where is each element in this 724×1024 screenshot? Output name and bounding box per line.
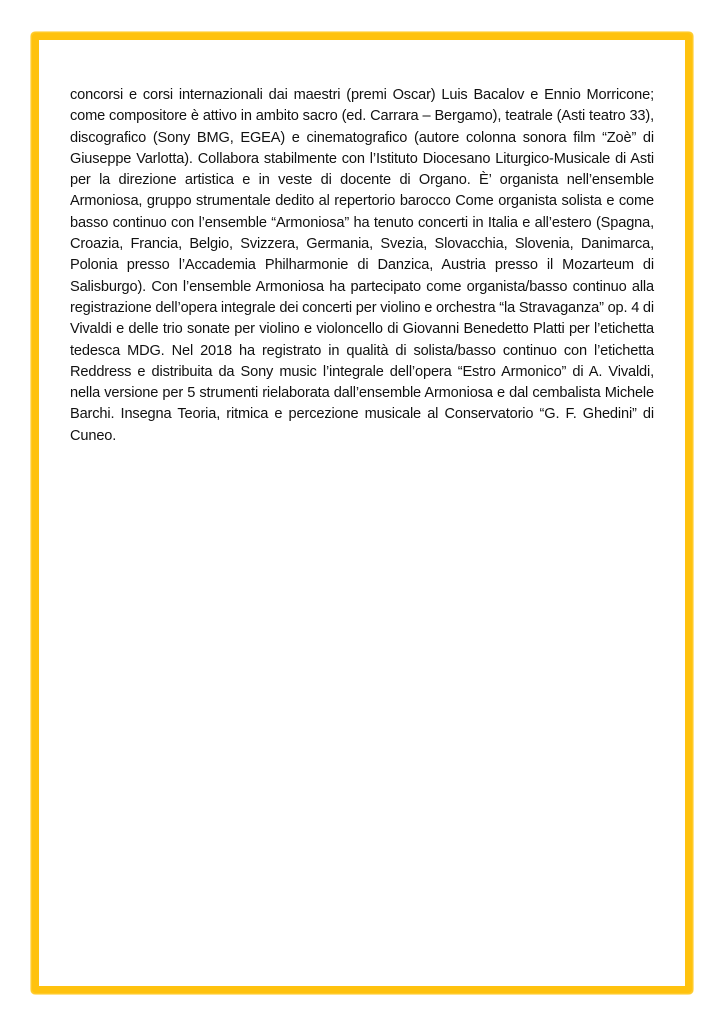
biography-paragraph: concorsi e corsi internazionali dai maestri (premi Oscar) Luis Bacalov e Ennio Morricone; come compositore è attivo in ambito sacro (ed. Carrara – Bergamo), teatrale (Asti teatro 33), discografico (Sony BMG, EGEA) e cinematografico (autore colonna sonora film “Zoè” di Giuseppe Varlotta). Collabora stabilmente con l’Istituto Diocesano Liturgico-Musicale di Asti per la direzione artistica e in veste di docente di Organo. È’ organista nell’ensemble Armoniosa, gruppo strumentale dedito al repertorio barocco Come organista solista e come basso continuo con l’ensemble “Armoniosa” ha tenuto concerti in Italia e all’estero (Spagna, Croazia, Francia, Belgio, Svizzera, Germania, Svezia, Slovacchia, Slovenia, Danimarca, Polonia presso l’Accademia Philharmonie di Danzica, Austria presso il Mozarteum di Salisburgo). Con l’ensemble Armoniosa ha partecipato come organista/basso continuo alla registrazione dell’opera integrale dei concerti per violino e orchestra “la Stravaganza” op. 4 di Vivaldi e delle trio sonate per violino e violoncello di Giovanni Benedetto Platti per l’etichetta tedesca MDG. Nel 2018 ha registrato in qualità di solista/basso continuo con l’etichetta Reddress e distribuita da Sony music l’integrale dell’opera “Estro Armonico” di A. Vivaldi, nella versione per 5 strumenti rielaborata dall’ensemble Armoniosa e dal cembalista Michele Barchi. Insegna Teoria, ritmica e percezione musicale al Conservatorio “G. F. Ghedini” di Cuneo. [70,87,654,444]
